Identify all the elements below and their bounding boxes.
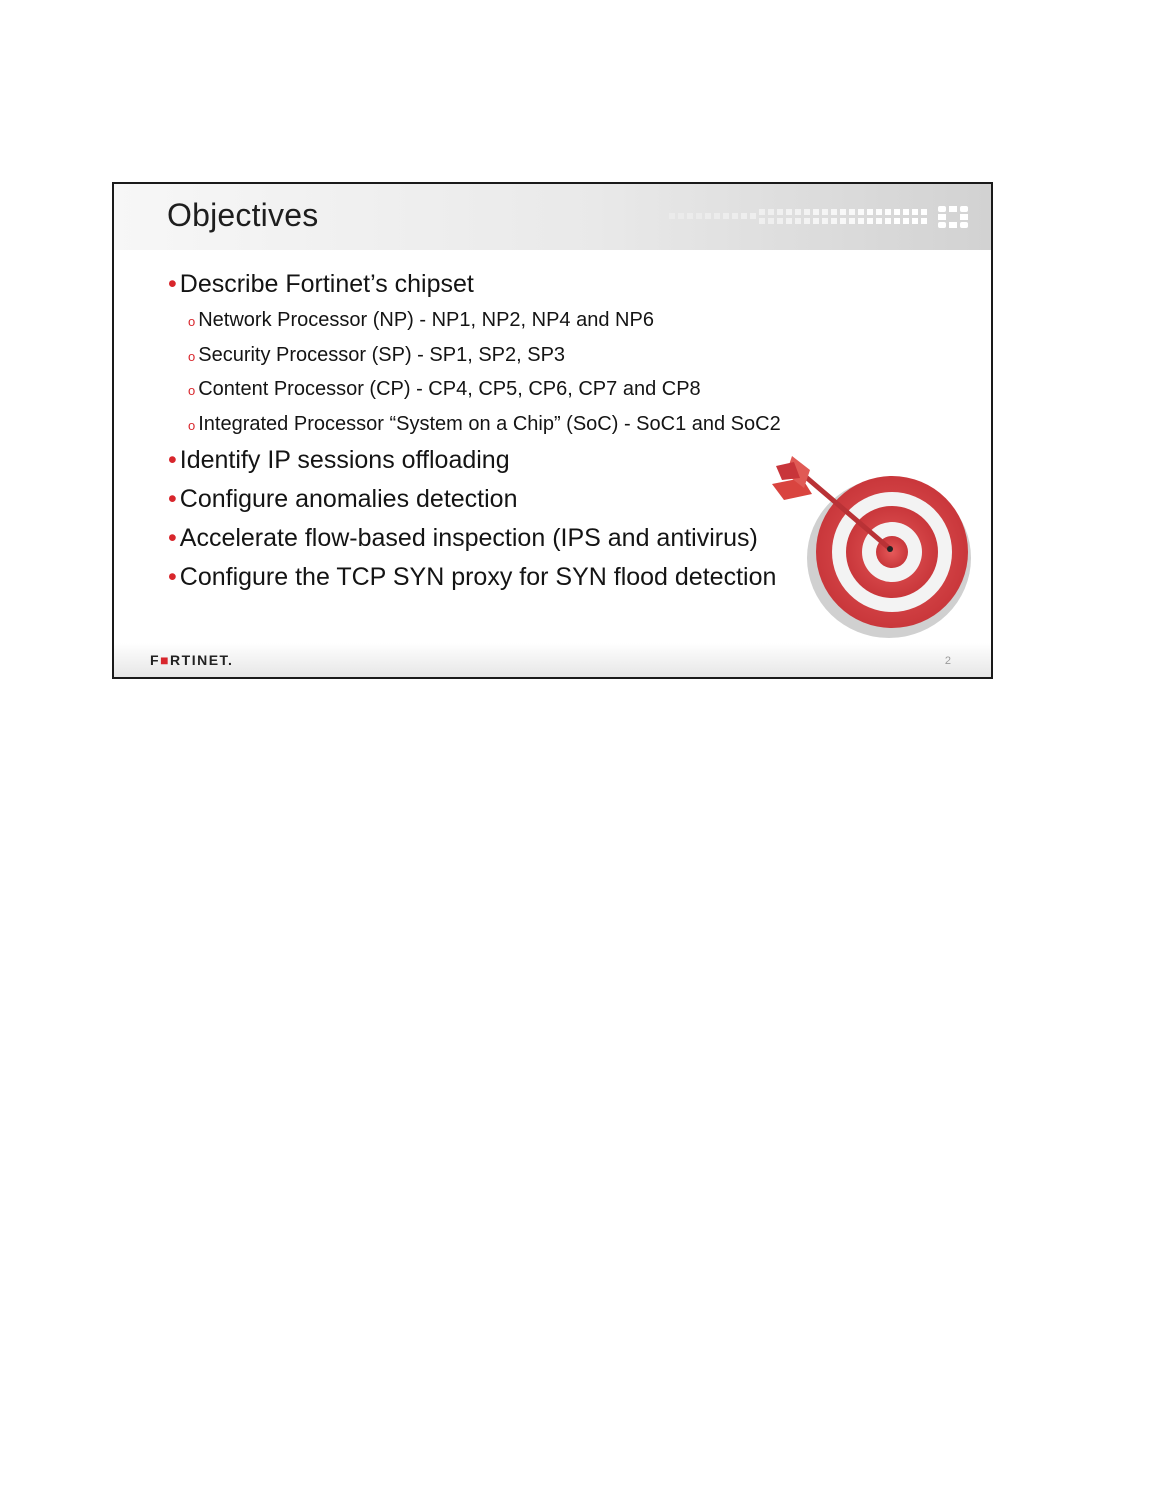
fortinet-brand: F■RTINET. [150,652,234,668]
bullet-item [168,446,510,475]
bullet-item [168,524,758,553]
bullet-item [168,485,517,514]
target-dart-icon [764,448,974,638]
bullet-text: Configure the TCP SYN proxy for SYN flood detection [179,563,777,591]
slide-title: Objectives [167,197,319,233]
sub-bullet-text: Network Processor (NP) - NP1, NP2, NP4 and NP6 [198,309,654,331]
sub-bullet-marker: o [188,418,196,433]
sub-bullet-marker: o [188,314,196,329]
sub-bullet-marker: o [188,349,196,364]
sub-bullet-marker: o [188,383,196,398]
sub-bullet-text: Content Processor (CP) - CP4, CP5, CP6, CP7 and CP8 [198,378,701,400]
sub-bullet-item [188,309,654,332]
slide [112,182,993,679]
bullet-dot: • [168,485,177,513]
slide-footer [114,643,991,677]
page-number: 2 [944,655,951,667]
bullet-text: Accelerate flow-based inspection (IPS and antivirus) [179,524,758,552]
bullet-item [168,270,474,299]
bullet-dot: • [168,563,177,591]
bullet-dot: • [168,270,177,298]
sub-bullet-text: Integrated Processor “System on a Chip” (SoC) - SoC1 and SoC2 [198,413,781,435]
sub-bullet-item [188,413,781,436]
sub-bullet-item [188,344,565,367]
bullet-text: Describe Fortinet’s chipset [179,270,474,298]
bullet-text: Identify IP sessions offloading [179,446,510,474]
bullet-item [168,563,776,592]
bullet-dot: • [168,524,177,552]
sub-bullet-text: Security Processor (SP) - SP1, SP2, SP3 [198,344,566,366]
sub-bullet-item [188,378,701,401]
bullet-dot: • [168,446,177,474]
bullet-text: Configure anomalies detection [179,485,518,513]
